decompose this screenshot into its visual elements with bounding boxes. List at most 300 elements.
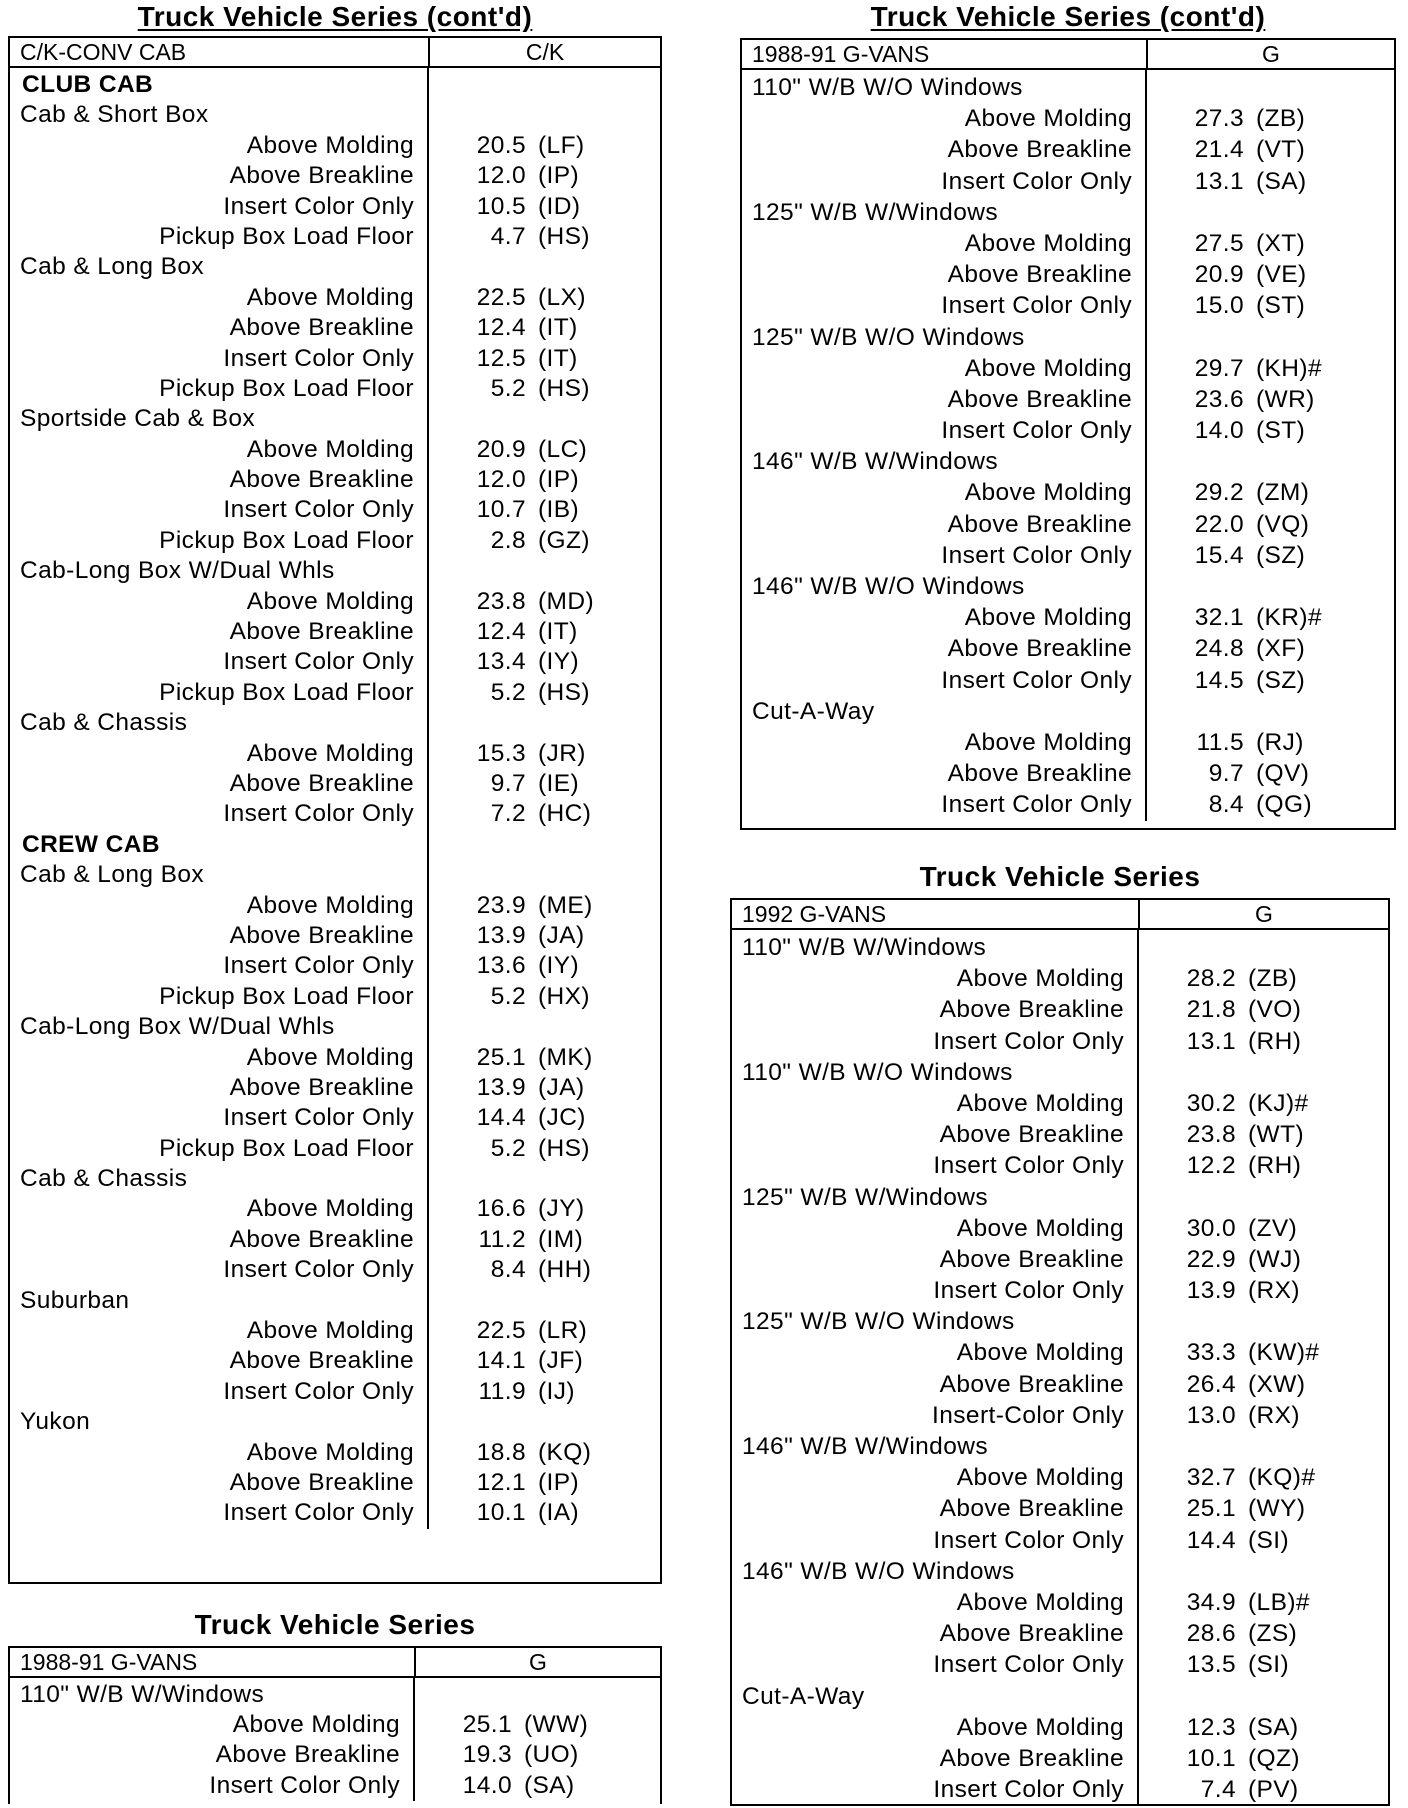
material-code: (LX) — [538, 283, 586, 311]
measurement-value: 12.3 — [1186, 1713, 1236, 1741]
measurement-label: Insert Color Only — [223, 800, 414, 828]
material-code: (WY) — [1248, 1495, 1306, 1523]
material-code: (VO) — [1248, 996, 1302, 1024]
measurement-label: Above Molding — [964, 728, 1132, 756]
table-row — [732, 1743, 1388, 1774]
table-row — [10, 435, 660, 465]
measurement-label: Above Breakline — [215, 1741, 400, 1769]
table-row — [10, 617, 660, 647]
material-code: (IA) — [538, 1499, 580, 1527]
measurement-label: Insert Color Only — [933, 1651, 1124, 1679]
subsection-heading-row — [10, 556, 660, 586]
measurement-label: Above Breakline — [939, 1744, 1124, 1772]
subsection-heading-row — [742, 322, 1394, 353]
table-body — [10, 1678, 660, 1801]
table-row — [10, 161, 660, 191]
table-row — [10, 1103, 660, 1133]
table-row — [742, 509, 1394, 540]
material-code: (IT) — [538, 314, 578, 342]
material-code: (MD) — [538, 587, 595, 615]
measurement-label: Above Breakline — [947, 261, 1132, 289]
measurement-label: Above Molding — [246, 283, 414, 311]
subsection-label: Cab & Chassis — [20, 1165, 188, 1193]
block-title: Truck Vehicle Series — [919, 861, 1201, 892]
material-code: (KQ) — [538, 1438, 592, 1466]
table-header — [10, 38, 660, 68]
measurement-label: Above Molding — [232, 1711, 400, 1739]
table-row — [742, 384, 1394, 415]
measurement-label: Above Breakline — [947, 510, 1132, 538]
measurement-value: 12.4 — [476, 618, 526, 646]
material-code: (SA) — [524, 1771, 575, 1799]
measurement-value: 21.4 — [1194, 136, 1244, 164]
subsection-label: 125" W/B W/Windows — [752, 198, 998, 226]
material-code: (IM) — [538, 1225, 584, 1253]
measurement-label: Insert Color Only — [941, 666, 1132, 694]
subsection-label: Yukon — [20, 1408, 91, 1436]
material-code: (HS) — [538, 374, 590, 402]
measurement-label: Insert Color Only — [941, 417, 1132, 445]
table-row — [10, 678, 660, 708]
measurement-value: 25.1 — [462, 1711, 512, 1739]
table-row — [742, 290, 1394, 321]
measurement-value: 23.6 — [1194, 385, 1244, 413]
subsection-heading-row — [732, 1182, 1388, 1213]
measurement-label: Insert Color Only — [223, 1104, 414, 1132]
table-row — [10, 1468, 660, 1498]
table-row — [732, 1244, 1388, 1275]
material-code: (JF) — [538, 1347, 584, 1375]
table-row — [732, 1525, 1388, 1556]
table-row — [732, 1618, 1388, 1649]
measurement-value: 13.4 — [476, 648, 526, 676]
table-header — [742, 40, 1394, 70]
material-code: (RX) — [1248, 1277, 1300, 1305]
subsection-label: Cab & Short Box — [20, 101, 209, 129]
measurement-label: Insert Color Only — [933, 1152, 1124, 1180]
measurement-label: Pickup Box Load Floor — [159, 374, 414, 402]
measurement-label: Above Molding — [964, 354, 1132, 382]
measurement-label: Above Breakline — [947, 635, 1132, 663]
material-code: (KR)# — [1256, 604, 1322, 632]
measurement-label: Above Molding — [964, 229, 1132, 257]
table-row — [732, 994, 1388, 1025]
table-row — [10, 982, 660, 1012]
table-row — [742, 789, 1394, 820]
table-row — [10, 131, 660, 161]
header-model: 1988-91 G-VANS — [20, 1649, 198, 1675]
measurement-value: 8.4 — [490, 1256, 526, 1284]
table-row — [10, 1316, 660, 1346]
table-row — [742, 633, 1394, 664]
table-row — [732, 1337, 1388, 1368]
measurement-label: Above Molding — [246, 1438, 414, 1466]
table-row — [742, 166, 1394, 197]
measurement-label: Insert Color Only — [223, 952, 414, 980]
material-code: (MK) — [538, 1043, 593, 1071]
measurement-label: Above Molding — [964, 479, 1132, 507]
material-code: (KJ)# — [1248, 1089, 1309, 1117]
subsection-heading-row — [10, 1407, 660, 1437]
material-code: (SA) — [1248, 1713, 1299, 1741]
measurement-label: Above Molding — [246, 1043, 414, 1071]
material-code: (UO) — [524, 1741, 579, 1769]
table-row — [10, 283, 660, 313]
measurement-value: 13.1 — [1194, 167, 1244, 195]
measurement-value: 5.2 — [490, 678, 526, 706]
subsection-label: 125" W/B W/Windows — [742, 1183, 988, 1211]
header-series: G — [1146, 40, 1394, 68]
measurement-value: 14.4 — [1186, 1526, 1236, 1554]
material-code: (ID) — [538, 192, 581, 220]
g-vans-1988-91-contd-table — [740, 38, 1396, 830]
header-series: G — [414, 1648, 660, 1676]
measurement-label: Above Breakline — [229, 314, 414, 342]
subsection-label: Cab & Chassis — [20, 709, 188, 737]
subsection-heading-row — [732, 932, 1388, 963]
table-row — [10, 374, 660, 404]
measurement-value: 2.8 — [490, 526, 526, 554]
material-code: (LR) — [538, 1317, 588, 1345]
block-title: Truck Vehicle Series (cont'd) — [137, 1, 533, 32]
subsection-label: 110" W/B W/Windows — [742, 934, 987, 961]
measurement-label: Pickup Box Load Floor — [159, 222, 414, 250]
measurement-label: Above Breakline — [939, 1370, 1124, 1398]
measurement-label: Insert-Color Only — [932, 1401, 1124, 1429]
measurement-label: Above Molding — [956, 1464, 1124, 1492]
measurement-value: 10.1 — [1186, 1744, 1236, 1772]
measurement-value: 21.8 — [1186, 996, 1236, 1024]
table-row — [742, 228, 1394, 259]
table-row — [732, 1275, 1388, 1306]
subsection-heading-row — [10, 252, 660, 282]
measurement-label: Insert Color Only — [223, 344, 414, 372]
measurement-label: Above Molding — [956, 965, 1124, 993]
header-model: C/K-CONV CAB — [20, 39, 187, 65]
table-row — [742, 602, 1394, 633]
measurement-label: Above Breakline — [229, 1225, 414, 1253]
table-row — [732, 1400, 1388, 1431]
material-code: (RX) — [1248, 1401, 1300, 1429]
measurement-label: Above Breakline — [229, 1073, 414, 1101]
block-title: Truck Vehicle Series — [194, 1609, 476, 1640]
header-series: C/K — [428, 38, 660, 66]
measurement-value: 15.4 — [1194, 541, 1244, 569]
table-row — [10, 465, 660, 495]
measurement-value: 22.5 — [476, 283, 526, 311]
measurement-value: 19.3 — [462, 1741, 512, 1769]
material-code: (SA) — [1256, 167, 1307, 195]
table-row — [742, 415, 1394, 446]
table-row — [10, 1134, 660, 1164]
measurement-value: 23.8 — [476, 587, 526, 615]
header-model: 1988-91 G-VANS — [752, 41, 930, 67]
measurement-value: 10.7 — [476, 496, 526, 524]
table-row — [10, 799, 660, 829]
measurement-value: 32.7 — [1186, 1464, 1236, 1492]
measurement-label: Above Molding — [246, 891, 414, 919]
measurement-label: Above Molding — [956, 1214, 1124, 1242]
measurement-value: 28.6 — [1186, 1620, 1236, 1648]
measurement-value: 27.5 — [1194, 229, 1244, 257]
header-model: 1992 G-VANS — [742, 901, 887, 927]
measurement-label: Above Molding — [956, 1339, 1124, 1367]
measurement-value: 20.9 — [476, 435, 526, 463]
g-vans-1988-91-block — [8, 1610, 662, 1804]
material-code: (JR) — [538, 739, 586, 767]
table-row — [742, 727, 1394, 758]
measurement-value: 18.8 — [476, 1438, 526, 1466]
measurement-label: Above Breakline — [939, 1245, 1124, 1273]
table-row — [10, 1073, 660, 1103]
subsection-heading-row — [732, 1556, 1388, 1587]
material-code: (KH)# — [1256, 354, 1322, 382]
table-body — [732, 930, 1388, 1805]
subsection-label: 125" W/B W/O Windows — [742, 1308, 1015, 1336]
table-row — [10, 1255, 660, 1285]
measurement-label: Insert Color Only — [223, 1256, 414, 1284]
table-row — [10, 1740, 660, 1770]
subsection-label: 110" W/B W/O Windows — [742, 1058, 1013, 1086]
measurement-value: 29.7 — [1194, 354, 1244, 382]
ck-conv-cab-block — [8, 2, 662, 1584]
table-row — [742, 758, 1394, 789]
material-code: (IT) — [538, 618, 578, 646]
subsection-heading-row — [10, 708, 660, 738]
table-row — [10, 1346, 660, 1376]
measurement-label: Above Breakline — [939, 1121, 1124, 1149]
subsection-label: 110" W/B W/O Windows — [752, 74, 1023, 101]
material-code: (SI) — [1248, 1651, 1290, 1679]
material-code: (ZV) — [1248, 1214, 1298, 1242]
subsection-heading-row — [10, 100, 660, 130]
measurement-label: Above Molding — [246, 435, 414, 463]
subsection-heading-row — [742, 571, 1394, 602]
measurement-value: 30.0 — [1186, 1214, 1236, 1242]
material-code: (JA) — [538, 921, 585, 949]
subsection-heading-row — [742, 72, 1394, 103]
block-title: Truck Vehicle Series (cont'd) — [870, 1, 1266, 32]
subsection-label: Cut-A-Way — [742, 1682, 865, 1710]
measurement-label: Above Molding — [246, 739, 414, 767]
subsection-heading-row — [10, 404, 660, 434]
measurement-label: Insert Color Only — [941, 167, 1132, 195]
subsection-label: Cab-Long Box W/Dual Whls — [20, 1013, 335, 1041]
g-vans-1988-91-contd-block — [740, 2, 1396, 830]
material-code: (XT) — [1256, 229, 1306, 257]
material-code: (IP) — [538, 1468, 580, 1496]
table-row — [742, 353, 1394, 384]
material-code: (IT) — [538, 344, 578, 372]
material-code: (HS) — [538, 222, 590, 250]
measurement-label: Insert Color Only — [933, 1776, 1124, 1804]
table-row — [10, 1377, 660, 1407]
subsection-label: 146" W/B W/O Windows — [752, 573, 1025, 600]
ck-conv-cab-table — [8, 36, 662, 1584]
table-row — [10, 769, 660, 799]
measurement-value: 5.2 — [490, 374, 526, 402]
material-code: (IP) — [538, 162, 580, 190]
measurement-value: 9.7 — [1208, 760, 1244, 788]
subsection-heading-row — [10, 860, 660, 890]
table-row — [732, 1587, 1388, 1618]
measurement-value: 27.3 — [1194, 105, 1244, 133]
measurement-label: Insert Color Only — [941, 541, 1132, 569]
material-code: (XW) — [1248, 1370, 1306, 1398]
material-code: (SI) — [1248, 1526, 1290, 1554]
material-code: (SZ) — [1256, 666, 1306, 694]
subsection-heading-row — [742, 197, 1394, 228]
measurement-value: 32.1 — [1194, 604, 1244, 632]
table-row — [10, 222, 660, 252]
table-row — [732, 1712, 1388, 1743]
measurement-value: 13.6 — [476, 952, 526, 980]
measurement-label: Pickup Box Load Floor — [159, 982, 414, 1010]
measurement-value: 11.5 — [1196, 728, 1244, 756]
table-header — [10, 1648, 660, 1678]
measurement-value: 10.5 — [476, 192, 526, 220]
measurement-label: Above Breakline — [229, 921, 414, 949]
measurement-label: Above Breakline — [229, 162, 414, 190]
material-code: (PV) — [1248, 1776, 1299, 1804]
measurement-label: Above Molding — [246, 1317, 414, 1345]
subsection-heading-row — [10, 1164, 660, 1194]
material-code: (WR) — [1256, 385, 1315, 413]
table-row — [742, 134, 1394, 165]
material-code: (ZB) — [1248, 965, 1298, 993]
subsection-label: 146" W/B W/O Windows — [742, 1557, 1015, 1585]
measurement-value: 22.0 — [1194, 510, 1244, 538]
material-code: (LB)# — [1248, 1588, 1310, 1616]
table-row — [10, 526, 660, 556]
measurement-value: 25.1 — [476, 1043, 526, 1071]
material-code: (WT) — [1248, 1121, 1305, 1149]
material-code: (IJ) — [538, 1377, 575, 1405]
subsection-label: 125" W/B W/O Windows — [752, 323, 1025, 351]
material-code: (JY) — [538, 1195, 585, 1223]
table-row — [10, 1043, 660, 1073]
material-code: (GZ) — [538, 526, 590, 554]
section-heading-row — [10, 70, 660, 100]
measurement-value: 7.2 — [490, 800, 526, 828]
measurement-value: 23.9 — [476, 891, 526, 919]
subsection-heading-row — [732, 1681, 1388, 1712]
material-code: (VE) — [1256, 261, 1307, 289]
measurement-label: Insert Color Only — [941, 292, 1132, 320]
table-row — [732, 1088, 1388, 1119]
material-code: (ZB) — [1256, 105, 1306, 133]
subsection-heading-row — [10, 1012, 660, 1042]
measurement-value: 12.2 — [1186, 1152, 1236, 1180]
measurement-value: 16.6 — [476, 1195, 526, 1223]
table-row — [10, 1194, 660, 1224]
table-row — [742, 103, 1394, 134]
table-row — [732, 1119, 1388, 1150]
measurement-value: 14.1 — [476, 1347, 526, 1375]
material-code: (HX) — [538, 982, 590, 1010]
measurement-value: 20.9 — [1194, 261, 1244, 289]
table-row — [10, 739, 660, 769]
table-header — [732, 900, 1388, 930]
measurement-value: 13.9 — [476, 921, 526, 949]
measurement-label: Above Breakline — [229, 466, 414, 494]
measurement-label: Above Molding — [956, 1713, 1124, 1741]
material-code: (IY) — [538, 648, 580, 676]
measurement-label: Insert Color Only — [223, 648, 414, 676]
table-row — [732, 1213, 1388, 1244]
table-row — [10, 1225, 660, 1255]
table-row — [742, 259, 1394, 290]
measurement-value: 34.9 — [1186, 1588, 1236, 1616]
measurement-value: 14.0 — [1194, 417, 1244, 445]
measurement-value: 9.7 — [490, 769, 526, 797]
measurement-value: 11.9 — [478, 1377, 526, 1405]
measurement-label: Pickup Box Load Floor — [159, 1134, 414, 1162]
measurement-value: 22.9 — [1186, 1245, 1236, 1273]
section-label: CREW CAB — [22, 830, 160, 858]
material-code: (LC) — [538, 435, 588, 463]
measurement-label: Insert Color Only — [223, 1377, 414, 1405]
table-row — [732, 1774, 1388, 1805]
subsection-heading-row — [732, 1057, 1388, 1088]
subsection-heading-row — [742, 446, 1394, 477]
table-row — [10, 1498, 660, 1528]
subsection-label: Cab-Long Box W/Dual Whls — [20, 557, 335, 585]
table-row — [10, 313, 660, 343]
measurement-label: Insert Color Only — [223, 496, 414, 524]
measurement-value: 5.2 — [490, 982, 526, 1010]
material-code: (JC) — [538, 1104, 586, 1132]
measurement-value: 26.4 — [1186, 1370, 1236, 1398]
table-row — [10, 1710, 660, 1740]
material-code: (ST) — [1256, 417, 1306, 445]
subsection-label: Suburban — [20, 1286, 130, 1314]
subsection-label: Cab & Long Box — [20, 861, 205, 889]
measurement-value: 4.7 — [490, 222, 526, 250]
measurement-value: 14.0 — [462, 1771, 512, 1799]
material-code: (RJ) — [1256, 728, 1304, 756]
material-code: (QZ) — [1248, 1744, 1300, 1772]
measurement-label: Above Molding — [246, 1195, 414, 1223]
table-row — [10, 1438, 660, 1468]
table-row — [10, 1771, 660, 1801]
table-row — [732, 1493, 1388, 1524]
measurement-label: Above Molding — [246, 587, 414, 615]
measurement-value: 12.4 — [476, 314, 526, 342]
measurement-label: Above Breakline — [947, 385, 1132, 413]
subsection-heading-row — [742, 696, 1394, 727]
subsection-label: Cab & Long Box — [20, 253, 205, 281]
subsection-label: Cut-A-Way — [752, 697, 875, 725]
material-code: (WW) — [524, 1711, 589, 1739]
material-code: (KW)# — [1248, 1339, 1320, 1367]
measurement-value: 8.4 — [1208, 791, 1244, 819]
section-heading-row — [10, 830, 660, 860]
material-code: (HH) — [538, 1256, 592, 1284]
measurement-value: 30.2 — [1186, 1089, 1236, 1117]
material-code: (IP) — [538, 466, 580, 494]
measurement-label: Above Breakline — [939, 1620, 1124, 1648]
section-label: CLUB CAB — [22, 71, 154, 98]
table-row — [742, 477, 1394, 508]
measurement-value: 25.1 — [1186, 1495, 1236, 1523]
material-code: (HS) — [538, 1134, 590, 1162]
table-row — [742, 540, 1394, 571]
material-code: (RH) — [1248, 1152, 1302, 1180]
measurement-label: Insert Color Only — [941, 791, 1132, 819]
measurement-label: Above Breakline — [229, 1468, 414, 1496]
measurement-value: 12.0 — [476, 466, 526, 494]
